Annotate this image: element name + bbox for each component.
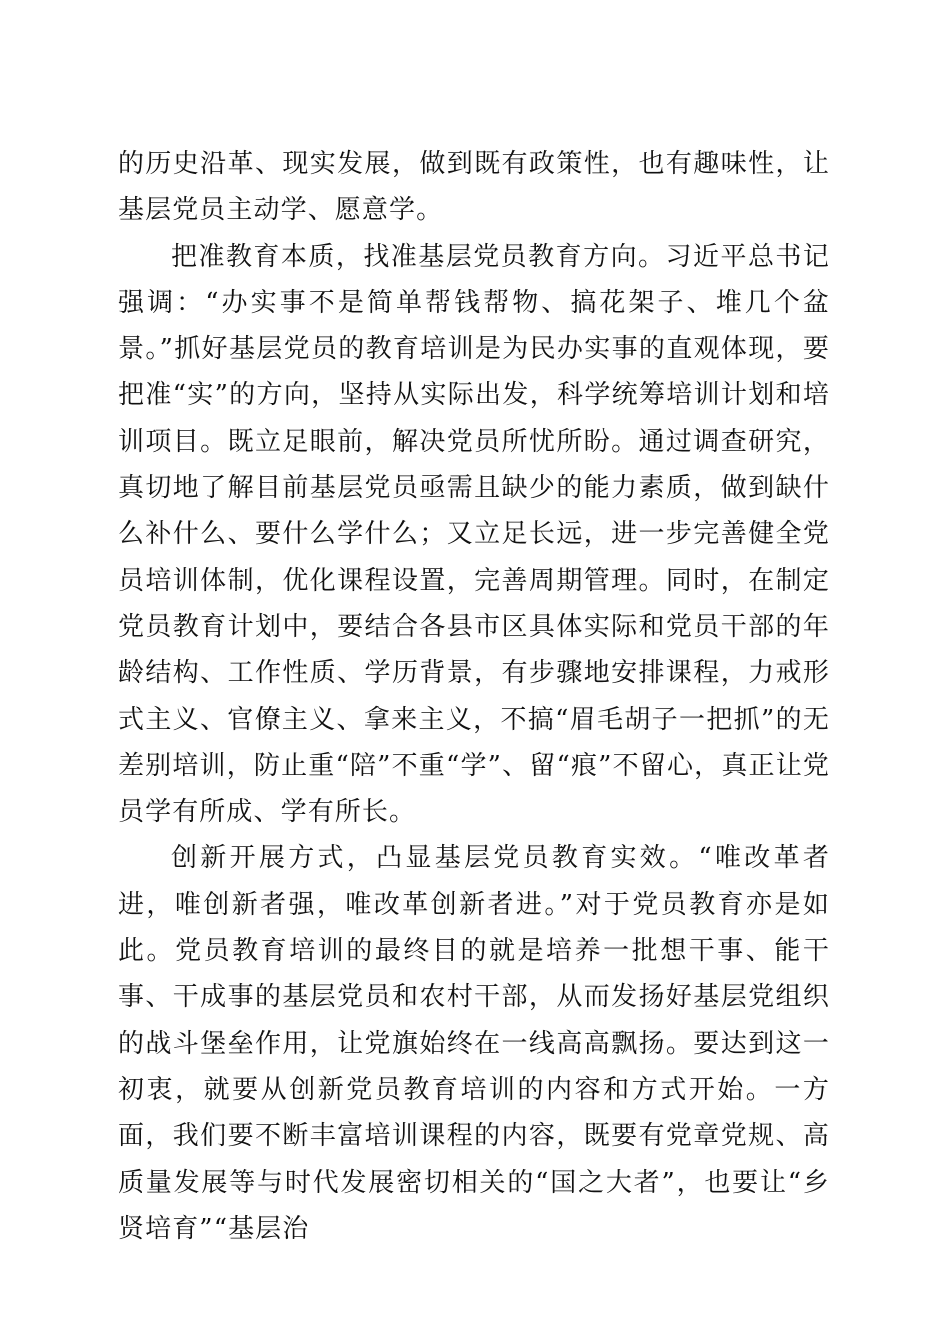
paragraph-continuation: 的历史沿革、现实发展，做到既有政策性，也有趣味性，让基层党员主动学、愿意学。 (118, 149, 830, 226)
document-body (118, 141, 830, 1252)
paragraph-education-essence: 把准教育本质，找准基层党员教育方向。习近平总书记强调：“办实事不是简单帮钱帮物、搞花架子、堆几个盆景。”抓好基层党员的教育培训是为民办实事的直观体现，要把准“实”的方向，坚持从实际出发，科学统筹培训计划和培训项目。既立足眼前，解决党员所忧所盼。通过调查研究，真切地了解目前基层党员亟需且缺少的能力素质，做到缺什么补什么、要什么学什么；又立足长远，进一步完善健全党员培训体制，优化课程设置，完善周期管理。同时，在制定党员教育计划中，要结合各县市区具体实际和党员干部的年龄结构、工作性质、学历背景，有步骤地安排课程，力戒形式主义、官僚主义、拿来主义，不搞“眉毛胡子一把抓”的无差别培训，防止重“陪”不重“学”、留“痕”不留心，真正让党员学有所成、学有所长。 (118, 241, 830, 828)
paragraph-innovation-methods: 创新开展方式，凸显基层党员教育实效。“唯改革者进，唯创新者强，唯改革创新者进。”对于党员教育亦是如此。党员教育培训的最终目的就是培养一批想干事、能干事、干成事的基层党员和农村干部，从而发扬好基层党组织的战斗堡垒作用，让党旗始终在一线高高飘扬。要达到这一初衷，就要从创新党员教育培训的内容和方式开始。一方面，我们要不断丰富培训课程的内容，既要有党章党规、高质量发展等与时代发展密切相关的“国之大者”，也要让“乡贤培育”“基层治 (118, 843, 830, 1244)
